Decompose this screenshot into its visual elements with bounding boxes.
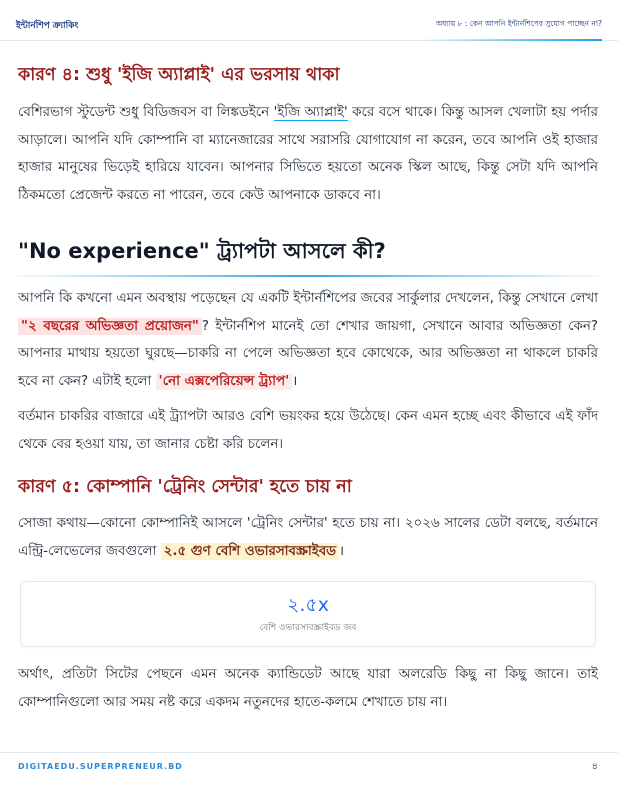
section-heading-trap: "No experience" ট্র্যাপটা আসলে কী? bbox=[18, 239, 386, 263]
highlight-no-experience-trap: 'নো এক্সপেরিয়েন্স ট্র্যাপ' bbox=[156, 373, 293, 390]
reason5-text-before: সোজা কথায়—কোনো কোম্পানিই আসলে 'ট্রেনিং সেন্টার' হতে চায় না। ২০২৬ সালের ডেটা বলছে, বর্তমানে এন্ট্রি-লেভেলের জবগুলো bbox=[18, 516, 598, 559]
trap-paragraph-1 bbox=[18, 285, 598, 395]
page-header bbox=[16, 14, 602, 36]
page-content bbox=[18, 60, 598, 716]
stat-card bbox=[20, 581, 596, 647]
page-number: ৪ bbox=[591, 761, 598, 772]
book-title: ইন্টার্নশিপ ক্র্যাকিং bbox=[16, 20, 79, 31]
easy-apply-underlined-text: 'ইজি অ্যাপ্লাই' bbox=[273, 105, 348, 120]
trap-text-1: আপনি কি কখনো এমন অবস্থায় পড়েছেন যে একটি ইন্টার্নশিপের জবের সার্কুলার দেখলেন, কিন্তু সেখানে লেখা bbox=[18, 291, 598, 306]
reason5-paragraph bbox=[18, 510, 598, 565]
stat-label: বেশি ওভারসাবস্ক্রাইবড জব bbox=[259, 622, 357, 633]
footer-website-link[interactable]: DIGITAEDU.SUPERPRENEUR.BD bbox=[18, 762, 183, 771]
reason4-text-before: বেশিরভাগ স্টুডেন্ট শুধু বিডিজবস বা লিঙ্কডইনে bbox=[18, 105, 274, 120]
header-accent-line bbox=[420, 39, 602, 41]
trap-text-2: ? ইন্টার্নশিপ মানেই তো শেখার জায়গা, সেখানে আবার অভিজ্ঞতা কেন? আপনার মাথায় হয়তো ঘুরছে—চাকরি না পেলে অভিজ্ঞতা হবে কোথেকে, আর অভিজ্ঞতা না থাকলে চাকরি হবে না কেন? এটাই হলো bbox=[18, 318, 598, 389]
stat-value: ২.৫x bbox=[287, 593, 329, 616]
reason4-text-after: করে বসে থাকে। কিন্তু আসল খেলাটা হয় পর্দার আড়ালে। আপনি যদি কোম্পানি বা ম্যানেজারের সাথে সরাসরি যোগাযোগ না করেন, তবে আপনি ওই হাজার হাজার মানুষের ভিড়েই হারিয়ে যাবেন। আপনার সিভিতে হয়তো অনেক স্কিল আছে, কিন্তু সেটা যদি আপনি ঠিকমতো প্রেজেন্ট করতে না পারেন, তবে কেউ আপনাকে ডাকবে না। bbox=[18, 105, 599, 203]
section-heading-reason4: কারণ ৪: শুধু 'ইজি অ্যাপ্লাই' এর ভরসায় থাকা bbox=[18, 65, 340, 85]
reason5-text-end: । bbox=[339, 543, 345, 559]
reason5-paragraph-2: অর্থাৎ, প্রতিটা সিটের পেছনে এমন অনেক ক্যান্ডিডেট আছে যারা অলরেডি কিছু না কিছু জানে। তাই কোম্পানিগুলো আর সময় নষ্ট করে একদম নতুনদের হাতে-কলমে শেখাতে চায় না। bbox=[18, 667, 598, 710]
highlight-oversubscribed: ২.৫ গুণ বেশি ওভারসাবস্ক্রাইবড bbox=[161, 543, 339, 560]
section-heading-reason5: কারণ ৫: কোম্পানি 'ট্রেনিং সেন্টার' হতে চায় না bbox=[18, 477, 352, 497]
chapter-title: অধ্যায় ৮ : কেন আপনি ইন্টার্নশিপের সুযোগ পাচ্ছেন না? bbox=[435, 19, 602, 28]
trap-paragraph-2: বর্তমান চাকরির বাজারে এই ট্র্যাপটা আরও বেশি ভয়ংকর হয়ে উঠেছে। কেন এমন হচ্ছে এবং কীভাবে এই ফাঁদ থেকে বের হওয়া যায়, তা জানার চেষ্টা করি চলেন। bbox=[18, 409, 598, 452]
heading-divider bbox=[18, 275, 598, 277]
highlight-experience-required: "২ বছরের অভিজ্ঞতা প্রয়োজন" bbox=[18, 318, 202, 335]
trap-text-end: । bbox=[292, 373, 298, 389]
reason4-paragraph bbox=[18, 99, 598, 209]
footer-divider bbox=[0, 752, 618, 753]
